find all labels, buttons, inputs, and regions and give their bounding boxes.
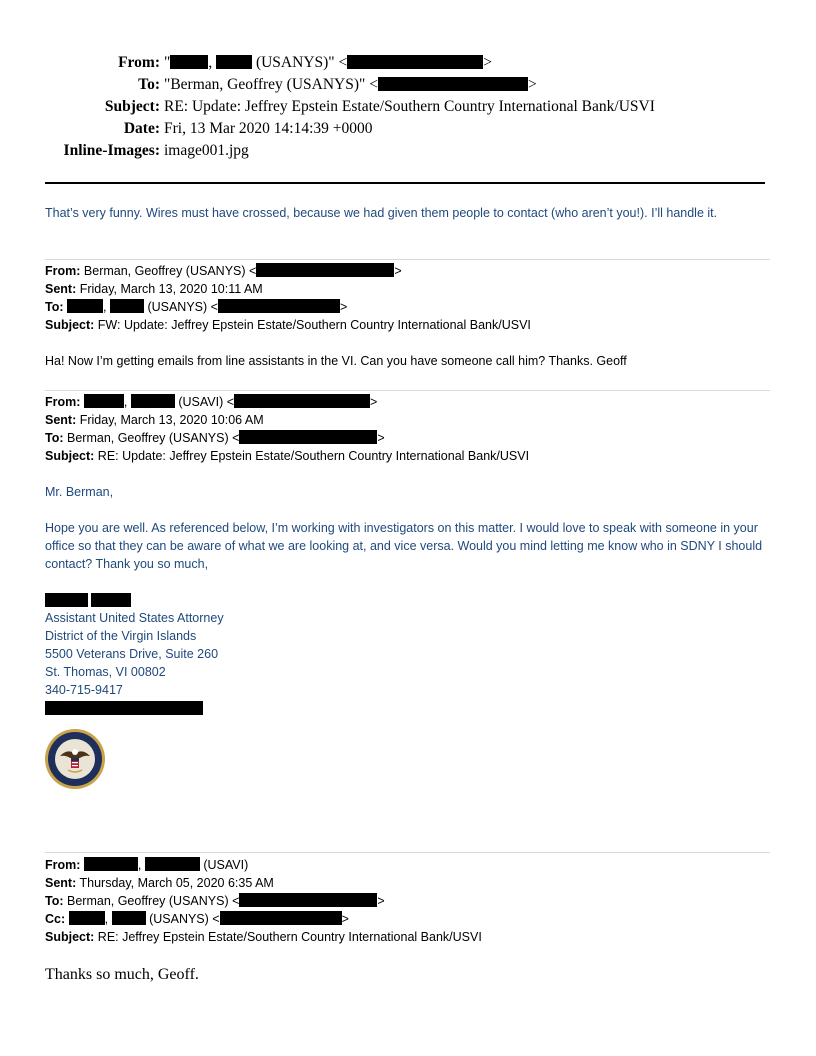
msg3-sent: Sent: Friday, March 13, 2020 10:06 AM: [45, 413, 264, 427]
redaction: [84, 394, 124, 408]
subject-label: Subject:: [104, 98, 160, 115]
redaction: [112, 911, 146, 925]
redaction: [67, 299, 103, 313]
message-divider: [45, 259, 770, 260]
redaction: [91, 593, 131, 607]
msg3-subject: Subject: RE: Update: Jeffrey Epstein Estate/Southern Country International Bank/USVI: [45, 449, 530, 463]
redaction: [378, 77, 528, 91]
redaction: [220, 911, 342, 925]
inline-images-value: image001.jpg: [164, 142, 249, 159]
signature-phone: 340-715-9417: [45, 683, 123, 697]
redaction: [256, 263, 394, 277]
subject-value: RE: Update: Jeffrey Epstein Estate/Southern Country International Bank/USVI: [164, 98, 655, 115]
signature-district: District of the Virgin Islands: [45, 629, 197, 643]
reply-body: That’s very funny. Wires must have crossed, because we had given them people to contact (who aren’t you!). I’ll handle it.: [45, 206, 718, 220]
msg2-to: To: , (USANYS) < >: [45, 300, 348, 314]
msg2-from: From: Berman, Geoffrey (USANYS) < >: [45, 264, 402, 278]
redaction: [69, 911, 105, 925]
msg2-subject: Subject: FW: Update: Jeffrey Epstein Estate/Southern Country International Bank/USVI: [45, 318, 531, 332]
message-divider: [45, 852, 770, 853]
msg3-body: Hope you are well. As referenced below, I’m working with investigators on this matter. I would love to speak with someone in your office so that they can be aware of what we are looking at, and vice versa. Would you mind letting me know who in SDNY I should contact? Thank you so much,: [45, 521, 763, 571]
redaction: [216, 55, 252, 69]
redaction: [45, 593, 88, 607]
message-divider: [45, 390, 770, 391]
redaction: [145, 857, 200, 871]
header-rule: [45, 182, 765, 184]
signature-city: St. Thomas, VI 00802: [45, 665, 166, 679]
signature-street: 5500 Veterans Drive, Suite 260: [45, 647, 219, 661]
inline-images-label: Inline-Images:: [63, 142, 160, 159]
to-value: "Berman, Geoffrey (USANYS)" < >: [164, 76, 537, 93]
redaction: [45, 701, 203, 715]
msg4-from: From: , (USAVI): [45, 858, 249, 872]
msg2-sent: Sent: Friday, March 13, 2020 10:11 AM: [45, 282, 263, 296]
to-label: To:: [138, 76, 160, 93]
doj-seal-icon: [44, 728, 106, 790]
date-value: Fri, 13 Mar 2020 14:14:39 +0000: [164, 120, 373, 137]
redaction: [239, 430, 377, 444]
msg3-greeting: Mr. Berman,: [45, 485, 114, 499]
signature-name: [45, 592, 131, 610]
redaction: [218, 299, 340, 313]
redaction: [110, 299, 144, 313]
redaction: [234, 394, 370, 408]
signature-email: [45, 700, 203, 718]
msg4-body: Thanks so much, Geoff.: [45, 966, 199, 983]
redaction: [84, 857, 138, 871]
date-label: Date:: [123, 120, 160, 137]
from-value: " , (USANYS)" < >: [164, 54, 492, 71]
redaction: [131, 394, 175, 408]
msg4-cc: Cc: , (USANYS) < >: [45, 912, 349, 926]
redaction: [170, 55, 208, 69]
msg4-to: To: Berman, Geoffrey (USANYS) < >: [45, 894, 385, 908]
msg3-to: To: Berman, Geoffrey (USANYS) < >: [45, 431, 385, 445]
redaction: [347, 55, 483, 69]
from-label: From:: [118, 54, 160, 71]
signature-title: Assistant United States Attorney: [45, 611, 224, 625]
msg4-sent: Sent: Thursday, March 05, 2020 6:35 AM: [45, 876, 274, 890]
msg3-from: From: , (USAVI) < >: [45, 395, 378, 409]
msg4-subject: Subject: RE: Jeffrey Epstein Estate/Southern Country International Bank/USVI: [45, 930, 482, 944]
msg2-body: Ha! Now I’m getting emails from line assistants in the VI. Can you have someone call him? Thanks. Geoff: [45, 354, 627, 368]
redaction: [239, 893, 377, 907]
